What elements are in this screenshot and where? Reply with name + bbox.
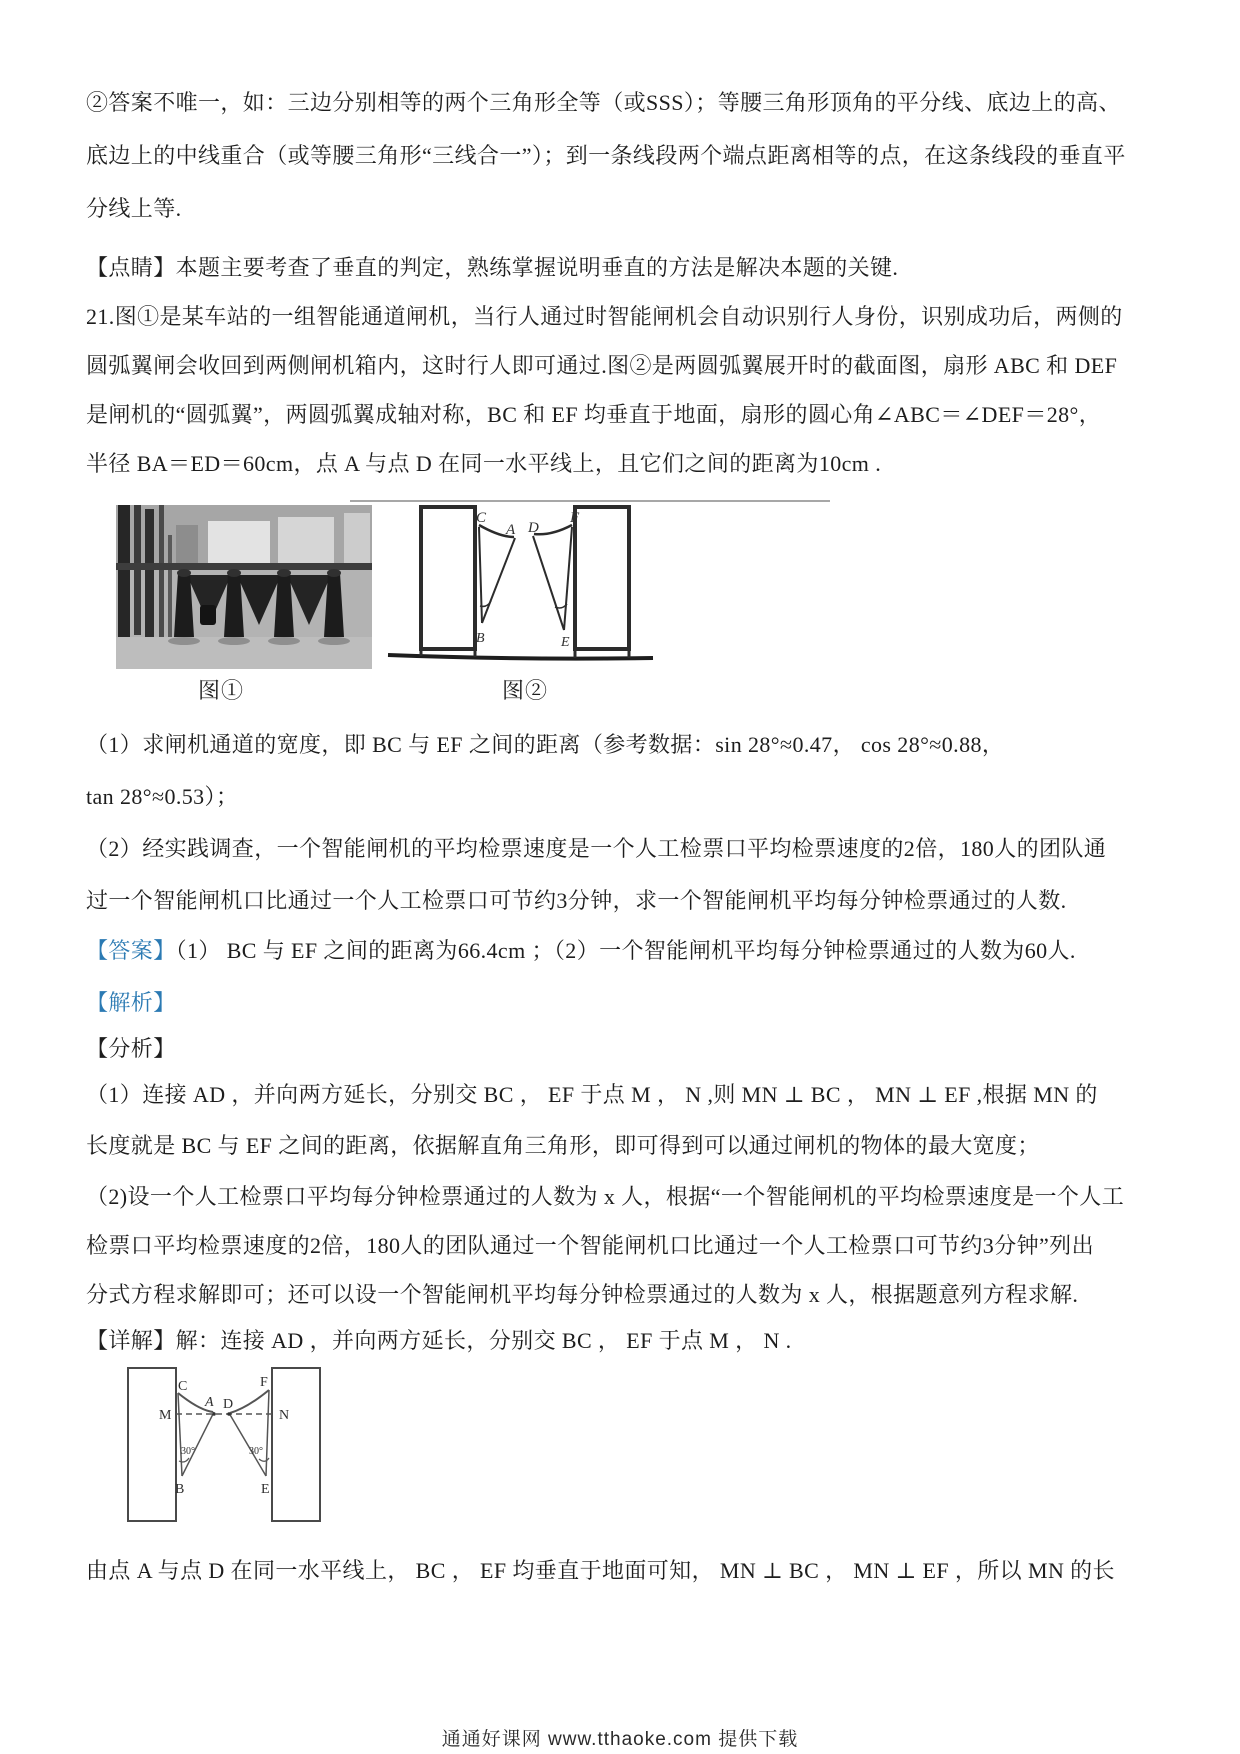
answer-label: 【答案】	[86, 938, 176, 963]
angle-mark-E	[259, 1458, 269, 1461]
q21-line-3: 是闸机的“圆弧翼”，两圆弧翼成轴对称，BC 和 EF 均垂直于地面，扇形的圆心角∠ABC＝∠DEF＝28°，	[86, 402, 1102, 427]
arc-FD	[534, 525, 572, 534]
xiangjie-line	[86, 1326, 792, 1356]
intro-line-1: ②答案不唯一，如：三边分别相等的两个三角形全等（或SSS）；等腰三角形顶角的平分线、底边上的高、	[86, 90, 1121, 115]
label-E: E	[561, 635, 570, 650]
jiexi-label: 【解析】	[86, 990, 176, 1015]
analysis-line-3: （2)设一个人工检票口平均每分钟检票通过的人数为 x 人，根据“一个智能闸机的平均检票速度是一个人工	[86, 1184, 1125, 1209]
right-gate-box	[272, 1368, 320, 1521]
segment-ED	[229, 1413, 266, 1476]
analysis-line-2: 长度就是 BC 与 EF 之间的距离，依据解直角三角形，即可得到可以通过闸机的物体的最大宽度；	[86, 1133, 1040, 1158]
label-E: E	[261, 1482, 270, 1497]
gate-photo	[116, 505, 372, 669]
answer-line	[86, 936, 1076, 966]
xiangjie-label: 【详解】	[86, 1328, 176, 1353]
fenxi-label: 【分析】	[86, 1036, 176, 1061]
left-gate-box	[128, 1368, 176, 1521]
xiangjie-text: 解：连接 AD ，并向两方延长，分别交 BC ， EF 于点 M ， N .	[175, 1328, 792, 1353]
segment-BC	[479, 527, 482, 623]
label-C: C	[178, 1379, 188, 1394]
segment-EF	[266, 1390, 269, 1476]
label-D: D	[528, 520, 539, 536]
dianjing-label: 【点睛】	[86, 255, 176, 280]
left-gate-box	[421, 507, 475, 649]
answer-text: （1） BC 与 EF 之间的距离为66.4cm ；（2）一个智能闸机平均每分钟检票通过的人数为60人.	[175, 938, 1076, 963]
label-N: N	[279, 1408, 290, 1423]
point-D	[227, 1412, 231, 1416]
q21-line-2: 圆弧翼闸会收回到两侧闸机箱内，这时行人即可通过.图②是两圆弧翼展开时的截面图，扇形 ABC 和 DEF	[86, 353, 1118, 378]
analysis-line-4: 检票口平均检票速度的2倍，180人的团队通过一个智能闸机口比通过一个人工检票口可节约3分钟”列出	[86, 1233, 1094, 1258]
point-A	[212, 1412, 216, 1416]
intro-line-2: 底边上的中线重合（或等腰三角形“三线合一”）；到一条线段两个端点距离相等的点，在这条线段的垂直平	[86, 143, 1126, 168]
footer-text: 通通好课网 www.tthaoke.com 提供下载	[441, 1729, 799, 1750]
arc-FD	[230, 1390, 269, 1413]
label-C: C	[476, 510, 487, 526]
sub2-line-2: 过一个智能闸机口比通过一个人工检票口可节约3分钟，求一个智能闸机平均每分钟检票通过的人数.	[86, 888, 1067, 913]
label-B: B	[175, 1482, 185, 1497]
dianjing-text: 本题主要考查了垂直的判定，熟练掌握说明垂直的方法是解决本题的关键.	[175, 255, 899, 280]
label-A: A	[205, 1395, 214, 1410]
gate-section-diagram-svg	[348, 494, 832, 672]
analysis-line-5: 分式方程求解即可；还可以设一个智能闸机平均每分钟检票通过的人数为 x 人，根据题意列方程求解.	[86, 1282, 1079, 1307]
segment-BA	[482, 538, 515, 623]
q21-line-1: 21.图①是某车站的一组智能通道闸机，当行人通过时智能闸机会自动识别行人身份，识别成功后，两侧的	[86, 304, 1123, 329]
figure1-caption: 图①	[198, 678, 245, 703]
ground-line	[388, 655, 653, 659]
label-M: M	[159, 1408, 172, 1423]
solution-diagram	[123, 1358, 331, 1530]
segment-EF	[564, 527, 572, 630]
sub2-line-1: （2）经实践调查，一个智能闸机的平均检票速度是一个人工检票口平均检票速度的2倍，180人的团队通	[86, 836, 1107, 861]
sub1-line-2: tan 28°≈0.53）；	[86, 784, 239, 809]
label-F: F	[260, 1375, 268, 1390]
segment-BA	[182, 1412, 214, 1476]
dianjing-line	[86, 253, 898, 283]
gate-photo-illustration	[116, 505, 372, 669]
segment-BC	[178, 1393, 182, 1476]
figure2-caption: 图②	[502, 678, 549, 703]
label-A: A	[506, 522, 516, 538]
segment-ED	[533, 536, 564, 630]
closing-line: 由点 A 与点 D 在同一水平线上， BC ， EF 均垂直于地面可知， MN ⊥ BC ， MN ⊥ EF ，所以 MN 的长	[86, 1558, 1115, 1583]
intro-line-3: 分线上等.	[86, 196, 182, 221]
solution-diagram-svg	[123, 1358, 331, 1530]
label-B: B	[476, 631, 485, 646]
label-D: D	[223, 1397, 234, 1412]
label-F: F	[570, 510, 580, 526]
right-gate-box	[575, 507, 629, 649]
gate-section-diagram	[348, 494, 832, 672]
angle-label-left: 30°	[181, 1446, 195, 1457]
angle-label-right: 30°	[249, 1446, 263, 1457]
q21-line-4: 半径 BA＝ED＝60cm，点 A 与点 D 在同一水平线上，且它们之间的距离为10cm .	[86, 451, 882, 476]
sub1-line-1: （1）求闸机通道的宽度，即 BC 与 EF 之间的距离（参考数据：sin 28°≈0.47， cos 28°≈0.88，	[86, 732, 1005, 757]
analysis-line-1: （1）连接 AD ，并向两方延长，分别交 BC ， EF 于点 M ， N ,则 MN ⊥ BC ， MN ⊥ EF ,根据 MN 的	[86, 1082, 1098, 1107]
